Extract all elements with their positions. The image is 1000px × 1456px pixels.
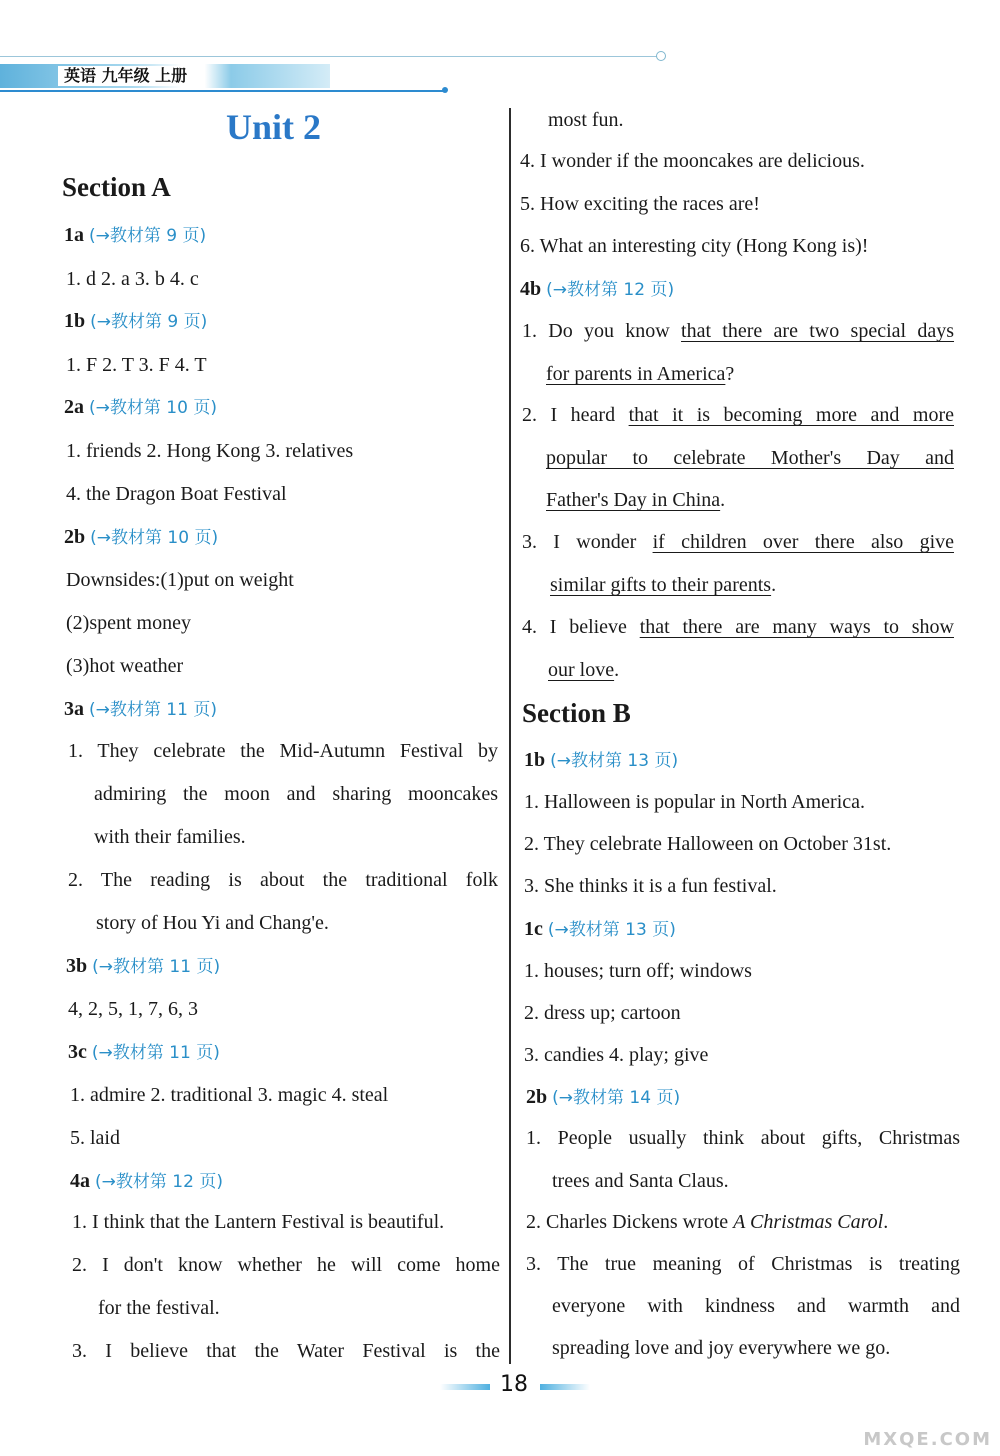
answer-line: 1. They celebrate the Mid-Autumn Festival by <box>68 740 498 762</box>
header-dot-ornament <box>442 87 448 93</box>
answer-line: 1. admire 2. traditional 3. magic 4. steal <box>70 1084 389 1106</box>
textbook-reference: (→教材第 14 页) <box>552 1088 681 1108</box>
answer-line <box>522 318 954 344</box>
answer-line <box>522 402 954 428</box>
column-divider <box>509 108 511 1364</box>
exercise-label: 3a <box>64 698 84 720</box>
exercise-header-1c <box>524 916 676 943</box>
header-bottom-rule <box>0 90 444 92</box>
textbook-reference: (→教材第 13 页) <box>547 920 676 940</box>
page-header <box>0 50 680 94</box>
answer-line: spreading love and joy everywhere we go. <box>552 1337 891 1359</box>
textbook-reference: (→教材第 13 页) <box>550 751 679 771</box>
textbook-reference: (→教材第 12 页) <box>546 280 675 300</box>
answer-line: 6. What an interesting city (Hong Kong is)! <box>520 235 869 257</box>
textbook-reference: (→教材第 11 页) <box>89 700 217 720</box>
answer-line: 1. friends 2. Hong Kong 3. relatives <box>66 440 354 462</box>
exercise-header-4a <box>70 1168 223 1195</box>
answer-line: Downsides:(1)put on weight <box>66 569 294 591</box>
answer-line: 4. the Dragon Boat Festival <box>66 483 287 505</box>
answer-line: 2. dress up; cartoon <box>524 1002 681 1024</box>
answer-line: 3. The true meaning of Christmas is treating <box>526 1253 960 1275</box>
answer-line: for the festival. <box>98 1297 220 1319</box>
answer-line: 5. laid <box>70 1127 120 1149</box>
watermark: MXQE.COM <box>863 1429 992 1450</box>
answer-text: 2. I heard <box>522 404 629 426</box>
underlined-clause: popular to celebrate Mother's Day and <box>546 447 954 469</box>
exercise-label: 4b <box>520 278 542 300</box>
unit-title: Unit 2 <box>226 107 322 147</box>
answer-line: 1. d 2. a 3. b 4. c <box>66 268 199 290</box>
underlined-clause: Father's Day in China <box>546 489 721 511</box>
exercise-header-2b <box>526 1084 680 1111</box>
answer-text: . <box>883 1211 889 1233</box>
exercise-label: 1c <box>524 918 543 940</box>
exercise-header-3c <box>68 1039 220 1066</box>
exercise-label: 2b <box>526 1086 548 1108</box>
textbook-reference: (→教材第 11 页) <box>91 1043 220 1063</box>
textbook-reference: (→教材第 9 页) <box>89 226 207 246</box>
answer-text: 4. I believe <box>522 616 640 638</box>
answer-line <box>550 572 776 598</box>
answer-text: . <box>614 659 620 681</box>
underlined-clause: that it is becoming more and more <box>628 404 954 426</box>
exercise-header-3b <box>66 953 220 980</box>
exercise-header-1b <box>524 747 678 774</box>
section-b-heading: Section B <box>522 698 631 728</box>
answer-line: 4, 2, 5, 1, 7, 6, 3 <box>68 998 198 1020</box>
answer-line: (2)spent money <box>66 612 191 634</box>
exercise-label: 2b <box>64 526 86 548</box>
answer-line <box>548 657 619 683</box>
exercise-header-2a <box>64 394 217 421</box>
answer-line: (3)hot weather <box>66 655 184 677</box>
answer-line: 2. The reading is about the traditional folk <box>68 869 498 891</box>
underlined-clause: if children over there also give <box>652 531 954 553</box>
underlined-clause: similar gifts to their parents <box>550 574 772 596</box>
answer-line: 1. I think that the Lantern Festival is beautiful. <box>72 1211 445 1233</box>
answer-text: . <box>720 489 726 511</box>
section-a-heading: Section A <box>62 172 171 202</box>
exercise-label: 3c <box>68 1041 87 1063</box>
answer-text: 3. I wonder <box>522 531 653 553</box>
answer-line: 3. I believe that the Water Festival is the <box>72 1340 500 1362</box>
header-top-rule <box>0 56 660 57</box>
underlined-clause: for parents in America <box>546 363 726 385</box>
exercise-header-1b <box>64 308 207 335</box>
answer-line: trees and Santa Claus. <box>552 1170 729 1192</box>
answer-line: 1. houses; turn off; windows <box>524 960 752 982</box>
answer-line: 1. F 2. T 3. F 4. T <box>66 354 207 376</box>
answer-line: most fun. <box>548 109 624 131</box>
answer-line <box>522 614 954 640</box>
answer-line: everyone with kindness and warmth and <box>552 1295 960 1317</box>
answer-line: admiring the moon and sharing mooncakes <box>94 783 498 805</box>
answer-line: story of Hou Yi and Chang'e. <box>96 912 329 934</box>
exercise-label: 1b <box>524 749 546 771</box>
answer-line <box>546 361 734 387</box>
exercise-label: 1b <box>64 310 86 332</box>
answer-line <box>526 1209 888 1235</box>
underlined-clause: that there are two special days <box>681 320 955 342</box>
exercise-label: 2a <box>64 396 84 418</box>
answer-line: with their families. <box>94 826 246 848</box>
exercise-header-4b <box>520 276 674 303</box>
textbook-reference: (→教材第 9 页) <box>90 312 208 332</box>
answer-text: ? <box>725 363 735 385</box>
answer-line: 5. How exciting the races are! <box>520 193 760 215</box>
answer-text: . <box>771 574 777 596</box>
footer-ornament-right <box>540 1384 590 1390</box>
header-circle-ornament <box>656 51 666 61</box>
answer-text: 2. Charles Dickens wrote <box>526 1211 734 1233</box>
textbook-reference: (→教材第 10 页) <box>90 528 219 548</box>
textbook-reference: (→教材第 10 页) <box>89 398 217 418</box>
book-label: 英语 九年级 上册 <box>58 66 193 86</box>
answer-line: 1. People usually think about gifts, Christmas <box>526 1127 960 1149</box>
textbook-reference: (→教材第 12 页) <box>95 1172 223 1192</box>
footer-ornament-left <box>440 1384 490 1390</box>
exercise-label: 4a <box>70 1170 90 1192</box>
answer-line: 3. She thinks it is a fun festival. <box>524 875 777 897</box>
page-footer <box>440 1372 600 1402</box>
book-title: A Christmas Carol <box>733 1211 884 1233</box>
answer-line: 2. They celebrate Halloween on October 31st. <box>524 833 892 855</box>
answer-line <box>546 487 725 513</box>
exercise-label: 3b <box>66 955 88 977</box>
underlined-clause: our love <box>548 659 615 681</box>
answer-line: 2. I don't know whether he will come home <box>72 1254 500 1276</box>
answer-line: 4. I wonder if the mooncakes are delicious. <box>520 150 865 172</box>
exercise-header-2b <box>64 524 218 551</box>
exercise-header-3a <box>64 696 217 723</box>
textbook-reference: (→教材第 11 页) <box>92 957 221 977</box>
answer-line: 1. Halloween is popular in North America. <box>524 791 866 813</box>
answer-line <box>522 529 954 555</box>
exercise-label: 1a <box>64 224 84 246</box>
page-number: 18 <box>500 1372 528 1397</box>
exercise-header-1a <box>64 222 206 249</box>
underlined-clause: that there are many ways to show <box>639 616 954 638</box>
answer-text: 1. Do you know <box>522 320 682 342</box>
answer-line: 3. candies 4. play; give <box>524 1044 709 1066</box>
